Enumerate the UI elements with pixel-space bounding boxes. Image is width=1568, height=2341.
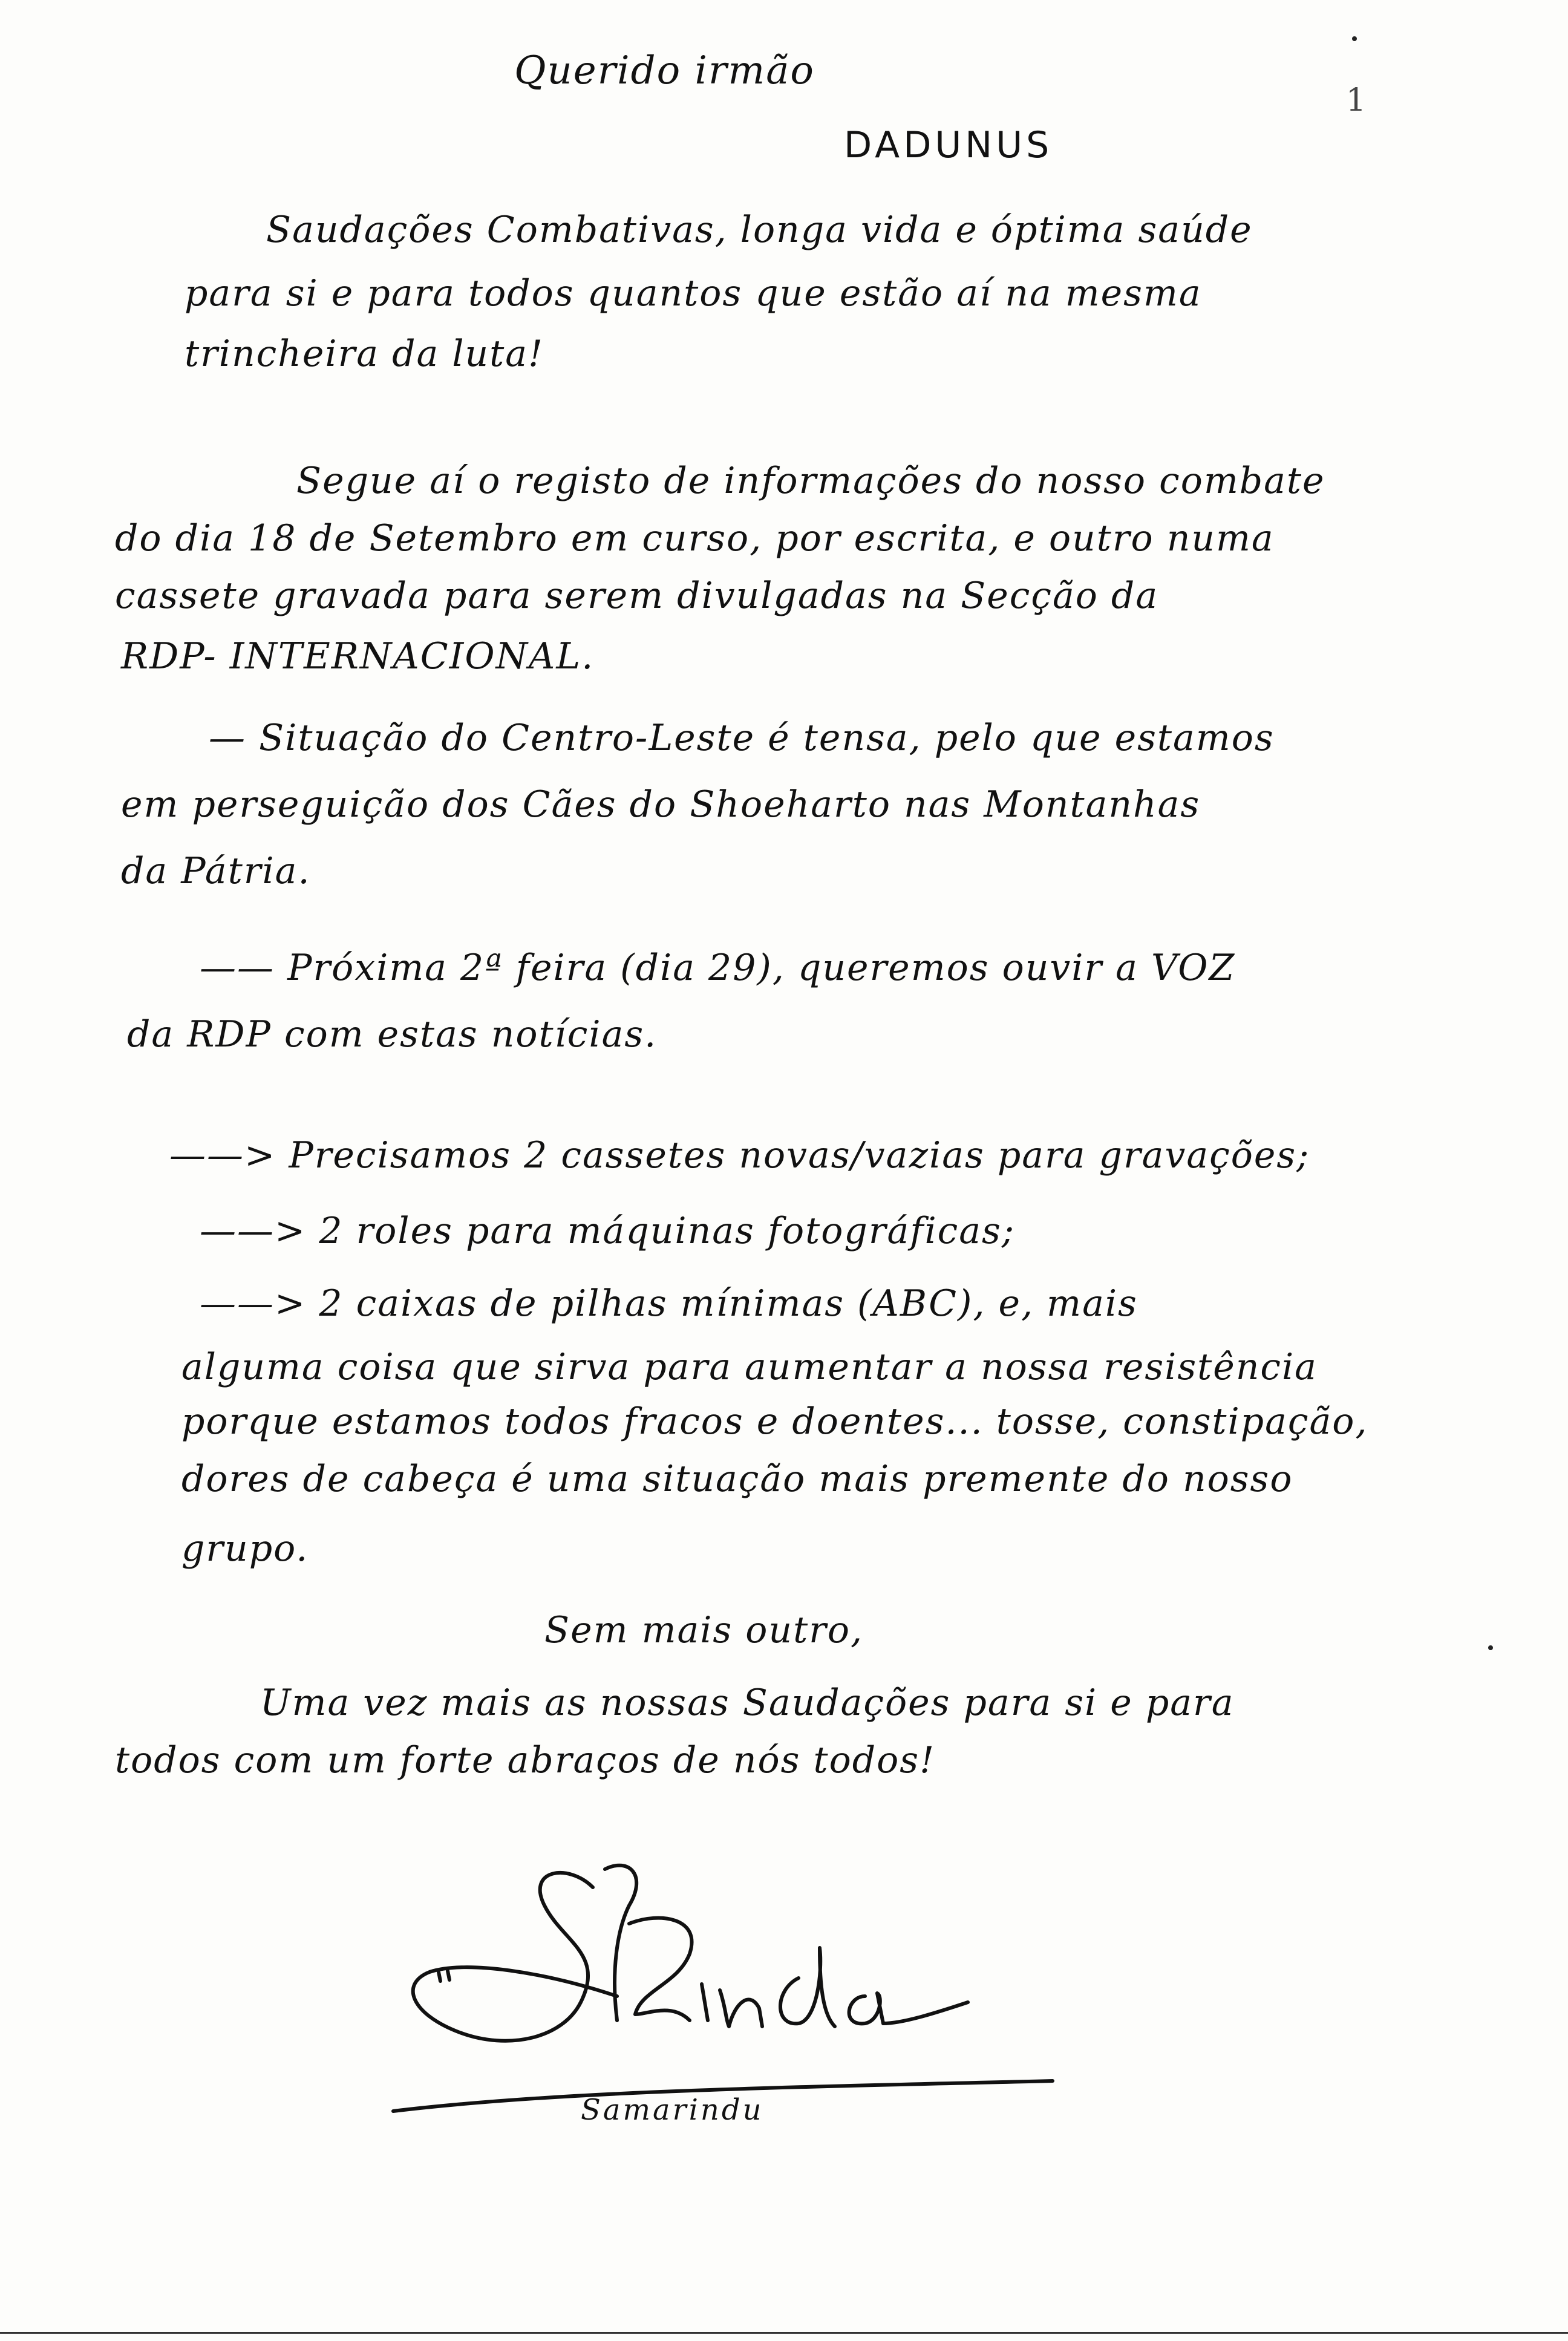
- closing-line-3: todos com um forte abraços de nós todos!: [115, 1739, 936, 1781]
- paragraph-4-line-2: da RDP com estas notícias.: [127, 1013, 658, 1056]
- paragraph-4-line-1: —— Próxima 2ª feira (dia 29), queremos ouvir a VOZ: [200, 947, 1236, 989]
- request-line-4: alguma coisa que sirva para aumentar a nossa resistência: [181, 1346, 1318, 1388]
- paragraph-1-line-3: trincheira da luta!: [185, 333, 544, 375]
- request-line-6: dores de cabeça é uma situação mais premente do nosso: [181, 1458, 1293, 1500]
- request-line-7: grupo.: [181, 1527, 309, 1570]
- signature-name: Samarindu: [581, 2093, 764, 2127]
- paragraph-1-line-1: Saudações Combativas, longa vida e óptima saúde: [266, 209, 1253, 251]
- request-line-3: ——> 2 caixas de pilhas mínimas (ABC), e, mais: [200, 1282, 1138, 1325]
- paragraph-3-line-1: — Situação do Centro-Leste é tensa, pelo que estamos: [209, 717, 1275, 759]
- closing-line-2: Uma vez mais as nossas Saudações para si e para: [260, 1682, 1235, 1724]
- paragraph-3-line-2: em perseguição dos Cães do Shoeharto nas Montanhas: [121, 783, 1201, 826]
- paragraph-3-line-3: da Pátria.: [121, 850, 311, 892]
- paragraph-2-line-1: Segue aí o registo de informações do nosso combate: [296, 460, 1325, 502]
- paragraph-2-line-2: do dia 18 de Setembro em curso, por escrita, e outro numa: [115, 517, 1275, 560]
- closing-line-1: Sem mais outro,: [544, 1609, 864, 1651]
- scan-edge-line: [0, 2332, 1568, 2334]
- page-number: 1: [1346, 82, 1368, 119]
- paragraph-2-line-4: RDP- INTERNACIONAL.: [121, 635, 595, 677]
- salutation: Querido irmão: [514, 48, 815, 93]
- paragraph-2-line-3: cassete gravada para serem divulgadas na Secção da: [115, 575, 1159, 617]
- recipient-name: DADUNUS: [844, 124, 1053, 166]
- request-line-1: ——> Precisamos 2 cassetes novas/vazias para gravações;: [169, 1134, 1310, 1177]
- scan-dot: [1352, 36, 1357, 41]
- paragraph-1-line-2: para si e para todos quantos que estão aí na mesma: [185, 272, 1202, 315]
- request-line-5: porque estamos todos fracos e doentes... tosse, constipação,: [181, 1400, 1368, 1443]
- scan-dot: [1488, 1645, 1493, 1650]
- request-line-2: ——> 2 roles para máquinas fotográficas;: [200, 1210, 1016, 1252]
